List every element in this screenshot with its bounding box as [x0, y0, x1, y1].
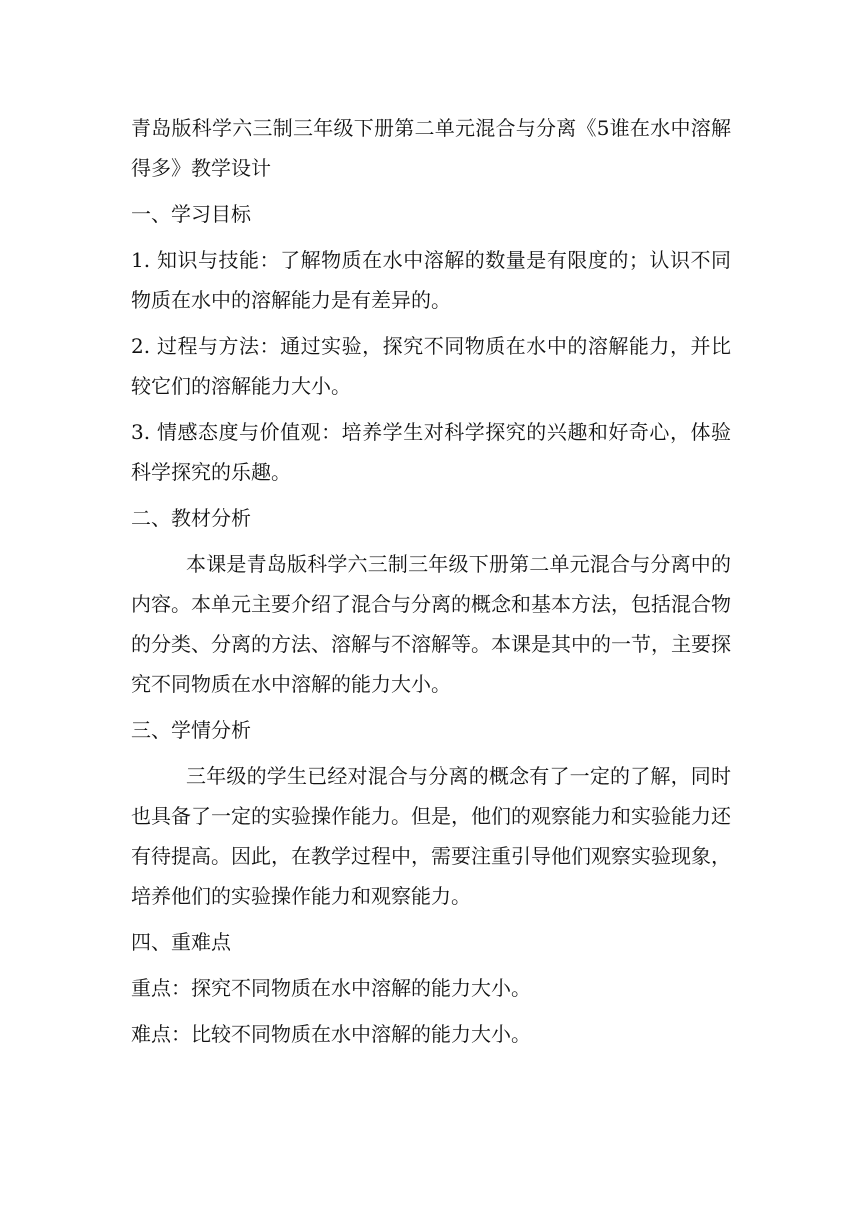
- section-heading-key-points: 四、重难点: [131, 930, 231, 954]
- objective-item: 2. 过程与方法：通过实验，探究不同物质在水中的溶解能力，并比较它们的溶解能力大小。: [131, 334, 731, 398]
- section-heading-student-analysis: 三、学情分析: [131, 718, 251, 742]
- document-page: [131, 108, 731, 1054]
- key-point-item: 重点：探究不同物质在水中溶解的能力大小。: [131, 976, 531, 1000]
- objective-item: 1. 知识与技能：了解物质在水中溶解的数量是有限度的；认识不同物质在水中的溶解能力是有差异的。: [131, 248, 731, 312]
- document-title: 青岛版科学六三制三年级下册第二单元混合与分离《5谁在水中溶解得多》教学设计: [131, 116, 731, 180]
- objective-item: 3. 情感态度与价值观：培养学生对科学探究的兴趣和好奇心，体验科学探究的乐趣。: [131, 420, 731, 484]
- student-analysis-body: 三年级的学生已经对混合与分离的概念有了一定的了解，同时也具备了一定的实验操作能力。但是，他们的观察能力和实验能力还有待提高。因此，在教学过程中，需要注重引导他们观察实验现象，培养他们的实验操作能力和观察能力。: [131, 764, 731, 908]
- section-heading-material-analysis: 二、教材分析: [131, 506, 251, 530]
- section-heading-objectives: 一、学习目标: [131, 202, 251, 226]
- material-analysis-body: 本课是青岛版科学六三制三年级下册第二单元混合与分离中的内容。本单元主要介绍了混合与分离的概念和基本方法，包括混合物的分类、分离的方法、溶解与不溶解等。本课是其中的一节，主要探究不同物质在水中溶解的能力大小。: [131, 552, 731, 696]
- difficult-point-item: 难点：比较不同物质在水中溶解的能力大小。: [131, 1022, 531, 1046]
